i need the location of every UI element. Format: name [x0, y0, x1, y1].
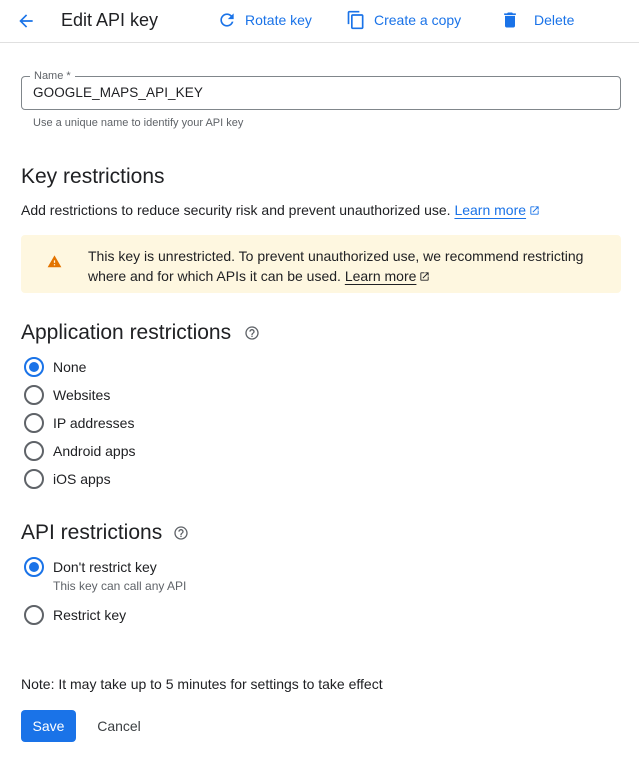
learn-more-link[interactable]: Learn more: [454, 202, 527, 218]
app-restriction-ios-apps[interactable]: [24, 469, 111, 489]
name-field[interactable]: [21, 70, 621, 110]
key-restrictions-description: [21, 202, 540, 218]
name-input[interactable]: [33, 85, 603, 100]
radio-label: Android apps: [53, 443, 136, 459]
save-button[interactable]: Save: [21, 710, 76, 742]
name-field-label: Name *: [30, 69, 75, 83]
application-restrictions-title: Application restrictions: [21, 321, 232, 344]
radio-button[interactable]: [24, 413, 44, 433]
warning-icon: [47, 254, 62, 268]
radio-label: Websites: [53, 387, 111, 403]
api-restrictions-title: API restrictions: [21, 521, 163, 544]
trash-icon: [500, 9, 520, 31]
radio-label: None: [53, 359, 87, 375]
radio-sublabel: This key can call any API: [53, 579, 187, 593]
radio-button[interactable]: [24, 469, 44, 489]
help-icon[interactable]: [244, 325, 260, 341]
app-restriction-websites[interactable]: [24, 385, 110, 405]
back-button[interactable]: [14, 9, 38, 33]
delete-label: Delete: [534, 12, 575, 28]
cancel-button[interactable]: Cancel: [85, 710, 153, 742]
rotate-key-button[interactable]: [217, 8, 312, 32]
delete-button[interactable]: [500, 8, 574, 32]
refresh-icon: [217, 10, 237, 30]
radio-label: IP addresses: [53, 415, 135, 431]
api-restriction-restrict-key[interactable]: [24, 605, 126, 625]
unrestricted-warning-banner: [21, 235, 621, 293]
help-icon[interactable]: [173, 525, 189, 541]
app-restriction-none[interactable]: [24, 357, 86, 377]
warning-learn-more-link[interactable]: Learn more: [344, 268, 417, 284]
warning-message: This key is unrestricted. To prevent unauthorized use, we recommend restricting where and for which APIs it can be used.: [88, 248, 584, 284]
page-header: [0, 0, 639, 43]
app-restriction-ip-addresses[interactable]: [24, 413, 134, 433]
open-in-new-icon: [529, 205, 540, 216]
app-restriction-android-apps[interactable]: [24, 441, 136, 461]
create-copy-label: Create a copy: [374, 12, 462, 28]
warning-text: [88, 246, 608, 286]
radio-label: Don't restrict key: [53, 559, 157, 575]
settings-note: Note: It may take up to 5 minutes for settings to take effect: [21, 676, 383, 692]
radio-button[interactable]: [24, 605, 44, 625]
radio-button[interactable]: [24, 357, 44, 377]
rotate-key-label: Rotate key: [245, 12, 312, 28]
radio-button[interactable]: [24, 385, 44, 405]
page-title: Edit API key: [61, 10, 159, 30]
radio-label: Restrict key: [53, 607, 127, 623]
radio-button[interactable]: [24, 441, 44, 461]
key-restrictions-text: Add restrictions to reduce security risk and prevent unauthorized use.: [21, 202, 451, 218]
copy-icon: [346, 9, 366, 31]
open-in-new-icon: [419, 271, 430, 282]
radio-label: iOS apps: [53, 471, 111, 487]
name-hint: Use a unique name to identify your API key: [33, 117, 244, 129]
key-restrictions-title: Key restrictions: [21, 165, 165, 188]
api-restriction-dont-restrict[interactable]: [24, 557, 186, 594]
radio-button[interactable]: [24, 557, 44, 577]
arrow-back-icon: [16, 11, 36, 31]
radio-label-group: [53, 557, 186, 594]
create-copy-button[interactable]: [346, 8, 461, 32]
